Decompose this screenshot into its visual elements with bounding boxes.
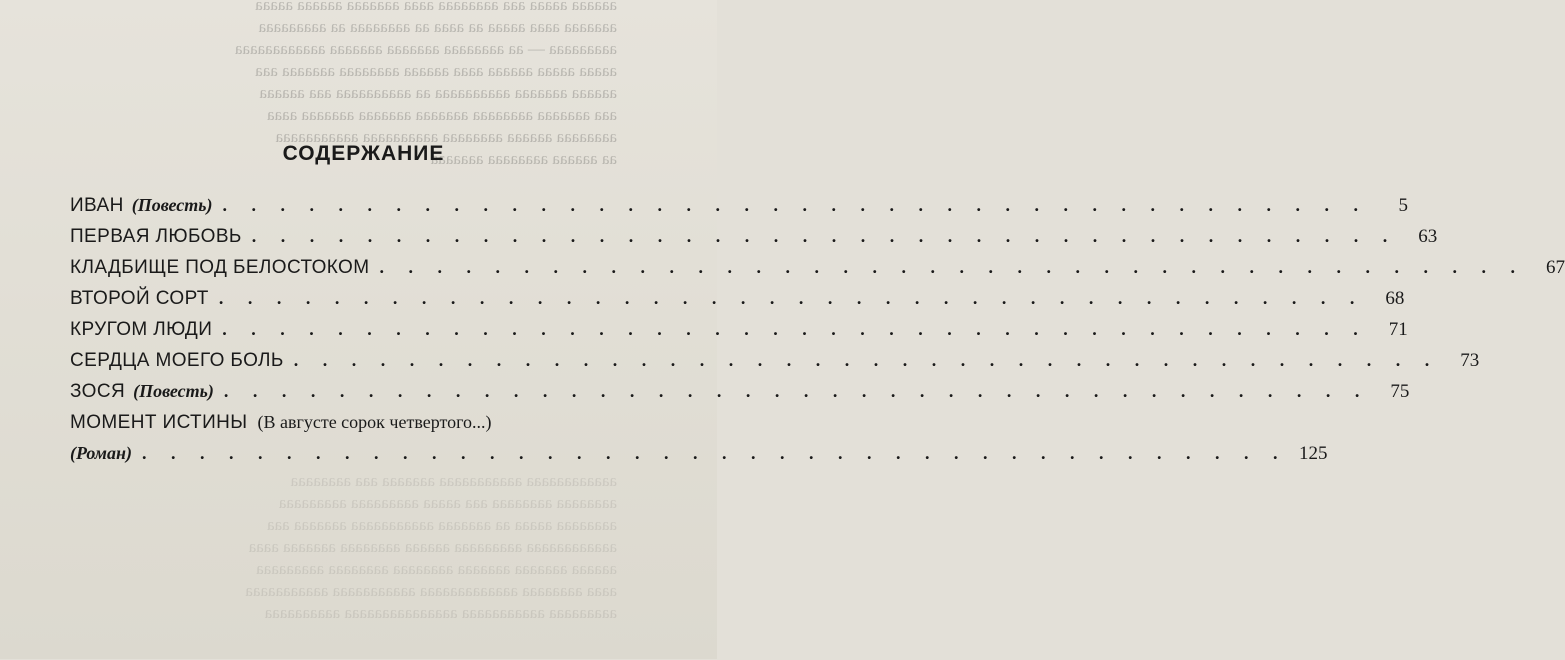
entry-title: КРУГОМ ЛЮДИ [70, 319, 213, 340]
dot-leader: . . . . . . . . . . . . . . . . . . . . . . . . . . . . . . . . . . . . . . . . [293, 350, 1440, 370]
toc-entry-moment-istiny [70, 407, 665, 438]
toc-entry-serdtsa [70, 345, 1480, 376]
entry-title-continuation: (В августе сорок четвертого...) [257, 412, 492, 432]
entry-title: ЗОСЯ [70, 381, 126, 402]
entry-subtitle: (Повесть) [131, 195, 213, 215]
entry-subtitle: (Роман) [70, 443, 132, 463]
entry-title: МОМЕНТ ИСТИНЫ [70, 412, 248, 433]
bleed-through-text: аааааа ааааа ааа аааааааа аааа ааааааа аааааа ааааа ааааааа аааа ааааа аа аааа аа аааааааа аа ааааааааа ааааааааа — аа аааааааа ааааааа ааааааа аааааааааааа ааааа ааааа аааааа аааа аааааа аааааааа ааааааа ааа аааааа ааааааа аааааааааа аа аааааааааа ааа аааааа ааа ааааааа аааааааа ааааааа ааааааа ааааааа аааа аааааааа аааааа аааааааа аааааааааа ааааааааааа аа аааааа аааааааа ааааааа [234, 0, 617, 168]
dot-leader: . . . . . . . . . . . . . . . . . . . . . . . . . . . . . . . . . . . . . . . . [222, 195, 1368, 215]
dot-leader: . . . . . . . . . . . . . . . . . . . . . . . . . . . . . . . . . . . . . . . . [223, 381, 1370, 401]
entry-title: ПЕРВАЯ ЛЮБОВЬ [70, 226, 242, 247]
table-of-contents [70, 190, 1565, 469]
entry-page-number: 5 [1398, 195, 1408, 216]
entry-title: СЕРДЦА МОЕГО БОЛЬ [70, 350, 284, 371]
entry-page-number: 71 [1388, 319, 1408, 340]
entry-page-number: 73 [1460, 350, 1480, 371]
entry-title: ИВАН [70, 195, 124, 216]
entry-subtitle: (Повесть) [133, 381, 214, 401]
entry-page-number: 75 [1390, 381, 1410, 402]
contents-heading: СОДЕРЖАНИЕ [282, 142, 445, 165]
toc-entry-kladbishche [70, 252, 1565, 283]
entry-title: ВТОРОЙ СОРТ [70, 288, 209, 309]
toc-entry-zosya [70, 376, 1410, 407]
entry-title: КЛАДБИЩЕ ПОД БЕЛОСТОКОМ [70, 257, 370, 278]
entry-page-number: 63 [1418, 226, 1438, 247]
dot-leader: . . . . . . . . . . . . . . . . . . . . . . . . . . . . . . . . . . . . . . . . [379, 257, 1525, 277]
toc-entry-vtoroy-sort [70, 283, 1405, 314]
toc-entry-moment-istiny-line2 [70, 438, 1328, 469]
toc-entry-ivan [70, 190, 1408, 221]
dot-leader: . . . . . . . . . . . . . . . . . . . . . . . . . . . . . . . . . . . . . . . . [141, 443, 1288, 463]
toc-entry-pervaya-lyubov [70, 221, 1438, 252]
dot-leader: . . . . . . . . . . . . . . . . . . . . . . . . . . . . . . . . . . . . . . . . [218, 288, 1365, 308]
bleed-through-text-lower: аааааааааааа ааааааааааа ааааааа ааа аааааааа аааааааа аааааааа ааа ааааа ааааааааа ааааааааа аааааааа ааааа аа ааааааа ааааааааааа ааааааа ааа аааааааааааа ааааааааа аааааа аааааааа ааааааа аааа аааааа ааааааа ааааааа аааааааа аааааааа ааааааааа аааа аааааааа ааааааааааааа ааааааааааа ааааааааааа ааааааааа ааааааааааа ааааааааааааааа аааааааааа [245, 471, 617, 622]
entry-page-number: 125 [1298, 443, 1328, 464]
entry-page-number: 67 [1545, 257, 1565, 278]
dot-leader: . . . . . . . . . . . . . . . . . . . . . . . . . . . . . . . . . . . . . . . . [251, 226, 1398, 246]
toc-entry-krugom-lyudi [70, 314, 1408, 345]
dot-leader: . . . . . . . . . . . . . . . . . . . . . . . . . . . . . . . . . . . . . . . . [222, 319, 1368, 339]
entry-page-number: 68 [1385, 288, 1405, 309]
